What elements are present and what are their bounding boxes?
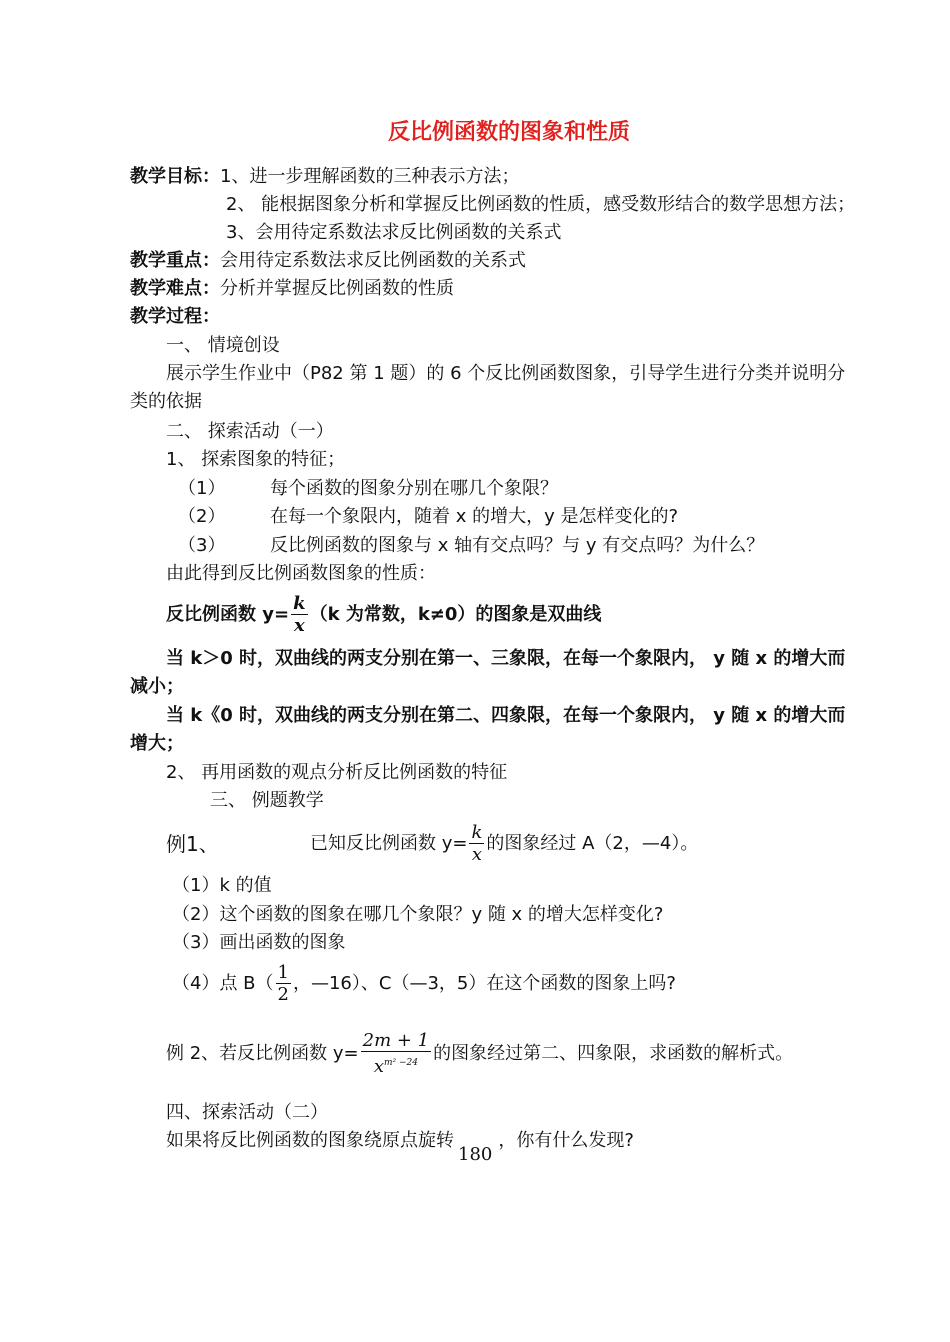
objectives-line-1 — [130, 164, 519, 190]
section2-item-2: 2、 再用函数的观点分析反比例函数的特征 — [166, 762, 508, 783]
question-1-text: 每个函数的图象分别在哪几个象限？ — [270, 478, 558, 499]
example1-q4-post: ，—16）、C（—3，5）在这个函数的图象上吗? — [292, 973, 676, 994]
difficulty-text: 分析并掌握反比例函数的性质 — [220, 278, 454, 299]
question-2-text: 在每一个象限内，随着 x 的增大，y 是怎样变化的? — [270, 506, 679, 527]
question-3-num: （3） — [178, 535, 226, 556]
section4-heading: 四、探索活动（二） — [166, 1102, 328, 1123]
example1-label: 例1、 — [166, 832, 219, 856]
example1-q4-pre: （4）点 B（ — [172, 973, 274, 994]
example2-post: 的图象经过第二、四象限，求函数的解析式。 — [433, 1043, 794, 1064]
example1-frac-num: k — [471, 821, 483, 843]
example2-frac-den — [361, 1051, 432, 1078]
conclusion-intro: 由此得到反比例函数图象的性质： — [166, 563, 436, 584]
half-denominator: 2 — [277, 983, 289, 1005]
example1-pre: 已知反比例函数 y= — [310, 833, 468, 854]
objective-item-1: 1、进一步理解函数的三种表示方法； — [220, 166, 520, 187]
fraction-numerator: k — [293, 592, 306, 614]
section2-item-1: 1、 探索图象的特征； — [166, 449, 346, 470]
property-pre: 反比例函数 y= — [166, 604, 290, 625]
example1-q3: （3）画出函数的图象 — [172, 932, 346, 953]
example2-den-exponent: m² −24 — [383, 1057, 418, 1068]
example1-post: 的图象经过 A（2，—4）。 — [486, 833, 699, 854]
property-post: （k 为常数，k≠0）的图象是双曲线 — [309, 604, 602, 625]
section1-text-2: 类的依据 — [130, 391, 202, 412]
example2-fraction — [361, 1031, 432, 1078]
example2-den-base: x — [373, 1055, 384, 1077]
example1-frac-den: x — [469, 843, 484, 866]
example1-q2: （2）这个函数的图象在哪几个象限？y 随 x 的增大怎样变化? — [172, 904, 664, 925]
key-point-label: 教学重点： — [130, 250, 220, 271]
difficulty-line — [130, 276, 454, 302]
difficulty-label: 教学难点： — [130, 278, 220, 299]
example1-q4 — [172, 958, 676, 1010]
fraction-denominator: x — [291, 614, 307, 637]
key-point-line — [130, 248, 526, 274]
question-3-text: 反比例函数的图象与 x 轴有交点吗？与 y 有交点吗？为什么？ — [270, 535, 765, 556]
case2-line-2: 增大； — [130, 733, 184, 754]
case2-line-1: 当 k《0 时，双曲线的两支分别在第二、四象限，在每一个象限内， y 随 x 的增大而 — [166, 705, 846, 726]
example1-q1: （1）k 的值 — [172, 875, 272, 896]
question-1-num: （1） — [178, 478, 226, 499]
page-title: 反比例函数的图象和性质 — [388, 120, 631, 145]
section4-text-pre: 如果将反比例函数的图象绕原点旋转 — [166, 1130, 454, 1151]
key-point-text: 会用待定系数法求反比例函数的关系式 — [220, 250, 526, 271]
case1-line-2: 减小； — [130, 676, 184, 697]
half-fraction — [276, 963, 291, 1006]
section4-text-post: ，你有什么发现? — [498, 1130, 634, 1151]
objectives-label: 教学目标： — [130, 166, 220, 187]
rotation-angle: 180 — [458, 1144, 493, 1165]
k-over-x-fraction — [291, 594, 307, 637]
question-2-num: （2） — [178, 506, 226, 527]
section1-heading: 一、 情境创设 — [166, 335, 280, 356]
example1-statement — [310, 819, 698, 869]
example2-line — [166, 1026, 793, 1082]
half-numerator: 1 — [277, 961, 289, 983]
example1-line — [166, 819, 219, 871]
case1-line-1: 当 k＞0 时，双曲线的两支分别在第一、三象限，在每一个象限内， y 随 x 的增大而 — [166, 648, 846, 669]
property-line — [166, 590, 601, 640]
section2-heading: 二、 探索活动（一） — [166, 421, 334, 442]
objective-item-2: 2、 能根据图象分析和掌握反比例函数的性质，感受数形结合的数学思想方法； — [226, 194, 856, 215]
section1-text-1: 展示学生作业中（P82 第 1 题）的 6 个反比例函数图象，引导学生进行分类并说明分 — [166, 363, 846, 384]
objective-item-3: 3、会用待定系数法求反比例函数的关系式 — [226, 222, 562, 243]
section3-heading: 三、 例题教学 — [210, 790, 324, 811]
example2-pre: 例 2、若反比例函数 y= — [166, 1043, 359, 1064]
example2-frac-num: 2m + 1 — [362, 1029, 430, 1051]
section4-text — [166, 1128, 634, 1165]
process-label: 教学过程： — [130, 306, 220, 327]
example1-fraction — [469, 823, 484, 866]
